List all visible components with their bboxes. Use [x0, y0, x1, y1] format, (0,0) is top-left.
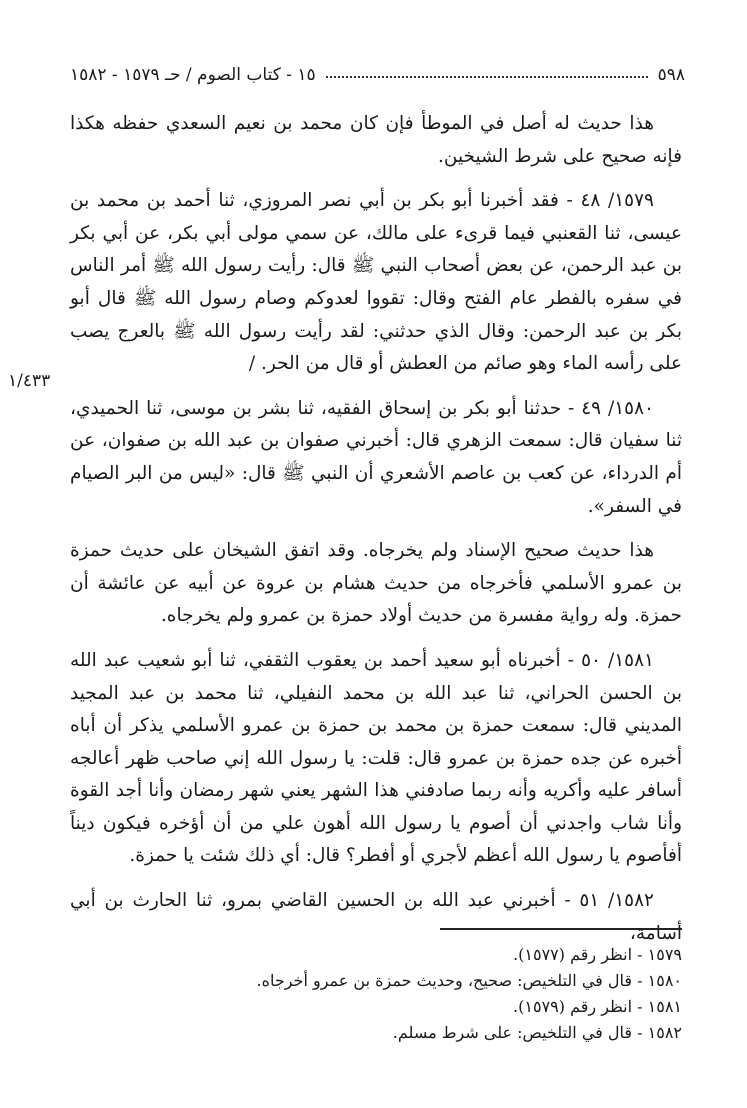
- paragraph-commentary-2: هذا حديث صحيح الإسناد ولم يخرجاه. وقد اتفق الشيخان على حديث حمزة بن عمرو الأسلمي فأخرجاه من حديث هشام بن عروة عن أبيه عن عائشة أن حمزة. وله رواية مفسرة من حديث أولاد حمزة بن عمرو ولم يخرجاه.: [70, 540, 682, 627]
- footnote-1581: ١٥٨١ - انظر رقم (١٥٧٩).: [513, 997, 682, 1016]
- page-header: [70, 60, 685, 90]
- page-number: ٥٩٨: [657, 65, 685, 85]
- hadith-1581: ١٥٨١/ ٥٠ - أخبرناه أبو سعيد أحمد بن يعقوب الثقفي، ثنا أبو شعيب عبد الله بن الحسن الحراني، ثنا عبد الله بن محمد النفيلي، ثنا محمد بن عبد المجيد المديني قال: سمعت حمزة بن محمد بن حمزة بن عمرو الأسلمي يذكر أن أباه أخبره عن جده حمزة بن عمرو قال: قلت: يا رسول الله إني صاحب ظهر أعالجه أسافر عليه وأكريه وأنه ربما صادفني هذا الشهر يعني شهر رمضان وأنا أجد القوة وأنا شاب واجدني أن أصوم يا رسول الله أهون علي من أن أؤخره فيكون ديناً أفأصوم يا رسول الله أعظم لأجري أو أفطر؟ قال: أي ذلك شئت يا حمزة.: [70, 649, 682, 867]
- footnote-1580: ١٥٨٠ - قال في التلخيص: صحيح، وحديث حمزة بن عمرو أخرجاه.: [256, 971, 682, 990]
- paragraph-commentary-1: هذا حديث له أصل في الموطأ فإن كان محمد بن نعيم السعدي حفظه هكذا فإنه صحيح على شرط الشيخين.: [70, 113, 682, 167]
- header-leader-dots: [326, 64, 648, 78]
- hadith-1580: ١٥٨٠/ ٤٩ - حدثنا أبو بكر بن إسحاق الفقيه، ثنا بشر بن موسى، ثنا الحميدي، ثنا سفيان قال: سمعت الزهري قال: أخبرني صفوان بن عبد الله بن صفوان، عن أم الدرداء، عن كعب بن عاصم الأشعري أن النبي ﷺ قال: «ليس من البر الصيام في السفر».: [70, 397, 682, 517]
- main-text: [70, 108, 682, 962]
- footnote-1582: ١٥٨٢ - قال في التلخيص: على شرط مسلم.: [392, 1023, 682, 1042]
- hadith-1579: ١٥٧٩/ ٤٨ - فقد أخبرنا أبو بكر بن أبي نصر المروزي، ثنا أحمد بن محمد بن عيسى، ثنا القعنبي فيما قرىء على مالك، عن سمي مولى أبي بكر، عن أبي بكر بن عبد الرحمن، عن بعض أصحاب النبي ﷺ قال: رأيت رسول الله ﷺ أمر الناس في سفره بالفطر عام الفتح وقال: تقووا لعدوكم وصام رسول الله ﷺ قال أبو بكر بن عبد الرحمن: وقال الذي حدثني: لقد رأيت رسول الله ﷺ بالعرج يصب على رأسه الماء وهو صائم من العطش أو قال من الحر. /: [70, 190, 682, 375]
- running-title: ١٥ - كتاب الصوم / حـ ١٥٧٩ - ١٥٨٢: [70, 65, 316, 85]
- hadith-1582: ١٥٨٢/ ٥١ - أخبرني عبد الله بن الحسين القاضي بمرو، ثنا الحارث بن أبي أسامة،: [70, 890, 682, 944]
- footnote-1579: ١٥٧٩ - انظر رقم (١٥٧٧).: [513, 945, 682, 964]
- margin-reference: ١/٤٣٣: [8, 371, 51, 391]
- footnote-separator: [440, 928, 682, 930]
- footnotes: [200, 942, 682, 1046]
